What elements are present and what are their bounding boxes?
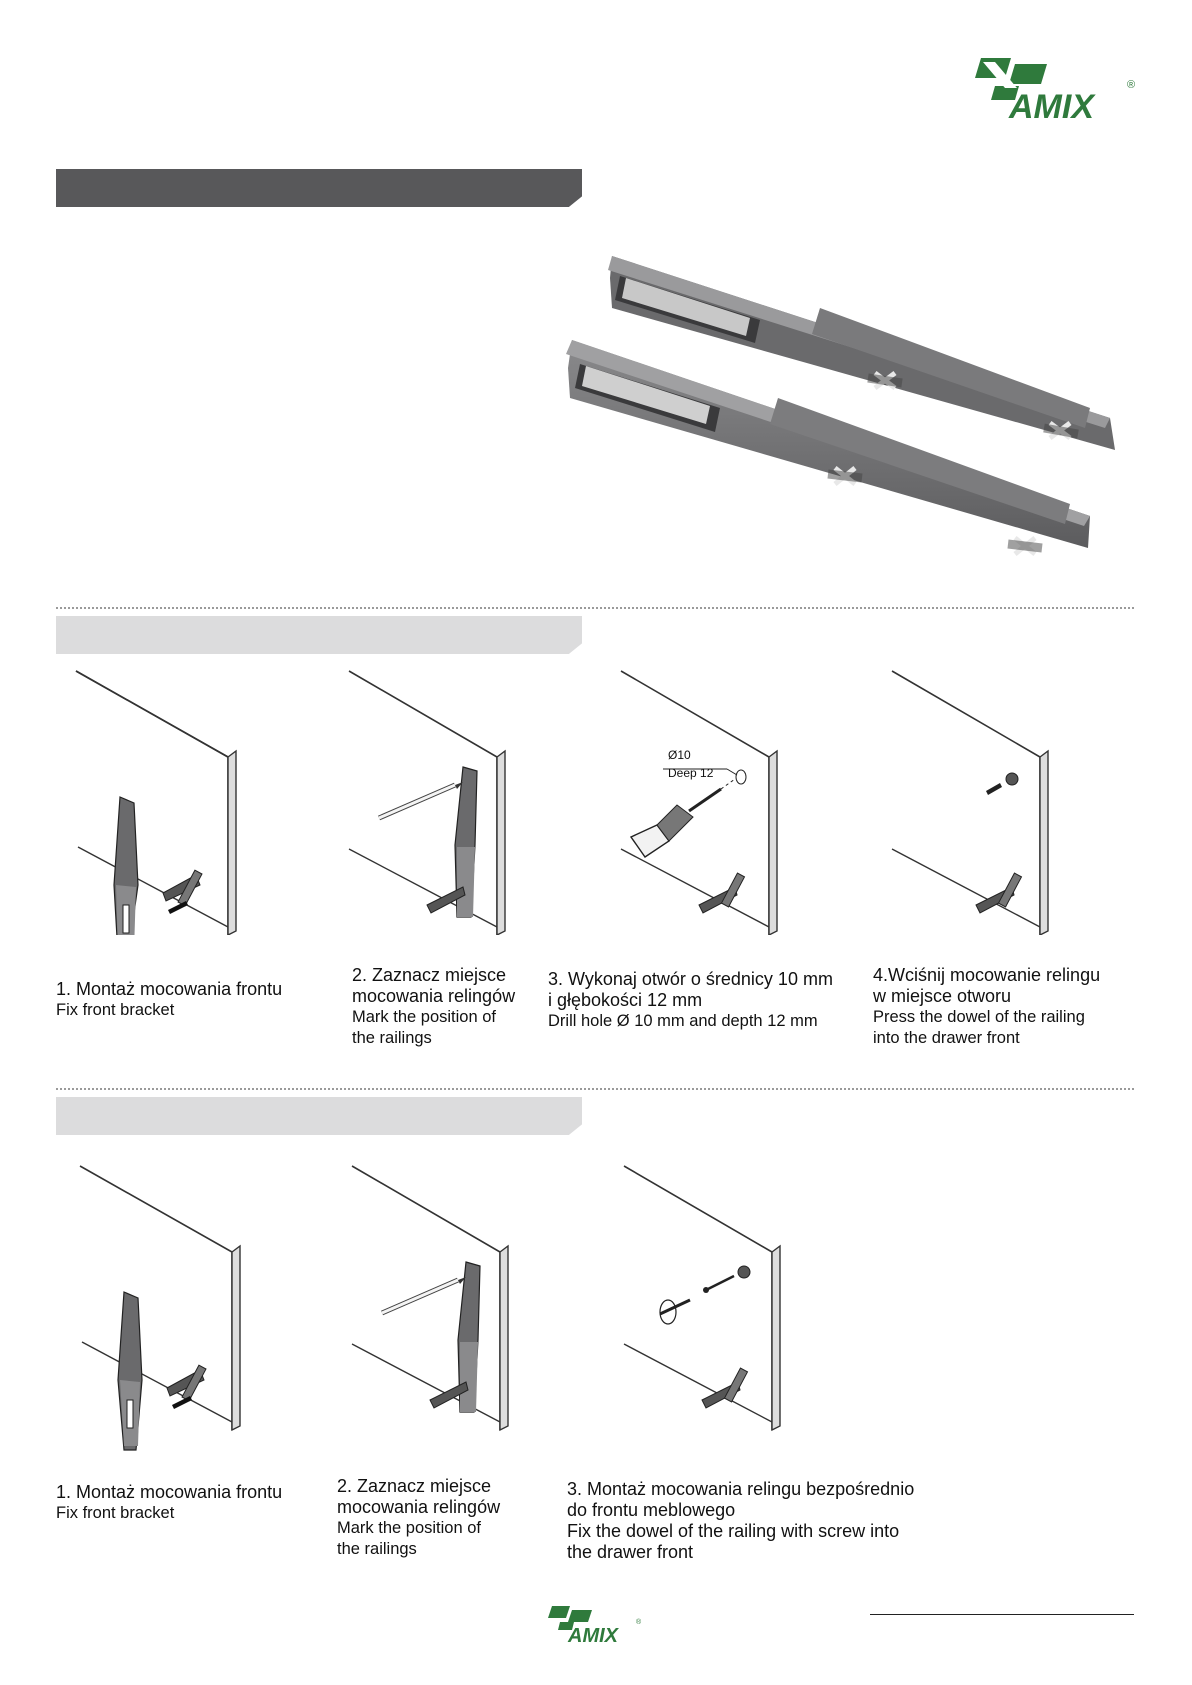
step-illustration-fix-bracket	[72, 1160, 262, 1430]
svg-text:®: ®	[1127, 79, 1136, 91]
step-caption-2: 2. Zaznacz miejsce mocowania relingów Mark the position of the railings	[352, 965, 516, 1047]
divider-dotted	[56, 1088, 1134, 1090]
dimension-depth: Deep 12	[668, 766, 714, 780]
svg-text:®: ®	[636, 1619, 642, 1626]
step-illustration-fix-bracket	[68, 665, 258, 935]
step-caption-3: 3. Wykonaj otwór o średnicy 10 mm i głębokości 12 mm Drill hole Ø 10 mm and depth 12 mm	[548, 969, 833, 1030]
step-caption-1: 1. Montaż mocowania frontu Fix front bracket	[56, 979, 283, 1019]
step-caption-4: 4.Wciśnij mocowanie relingu w miejsce otworu Press the dowel of the railing into the drawer front	[873, 965, 1101, 1047]
step-illustration-press-dowel	[888, 665, 1078, 935]
section-bar	[56, 1097, 582, 1135]
svg-text:AMIX: AMIX	[568, 1625, 618, 1646]
section-bar	[56, 616, 582, 654]
signature-line	[870, 1614, 1134, 1615]
step-caption-3: 3. Montaż mocowania relingu bezpośrednio do frontu meblowego Fix the dowel of the railing with screw into the drawer front	[567, 1479, 915, 1562]
step-illustration-drill-hole	[617, 665, 807, 935]
amix-logo	[975, 52, 1145, 124]
step-illustration-mark-position	[348, 1160, 538, 1430]
step-caption-1: 1. Montaż mocowania frontu Fix front bracket	[56, 1482, 283, 1522]
step-caption-2: 2. Zaznacz miejsce mocowania relingów Mark the position of the railings	[337, 1476, 501, 1558]
amix-logo-footer	[548, 1602, 648, 1646]
divider-dotted	[56, 607, 1134, 609]
dimension-diameter: Ø10	[668, 748, 691, 762]
step-illustration-screw-dowel	[620, 1160, 810, 1430]
logo-wordmark: AMIX	[1009, 88, 1094, 124]
step-illustration-mark-position	[345, 665, 535, 935]
product-image	[550, 248, 1130, 593]
header-bar	[56, 169, 582, 207]
